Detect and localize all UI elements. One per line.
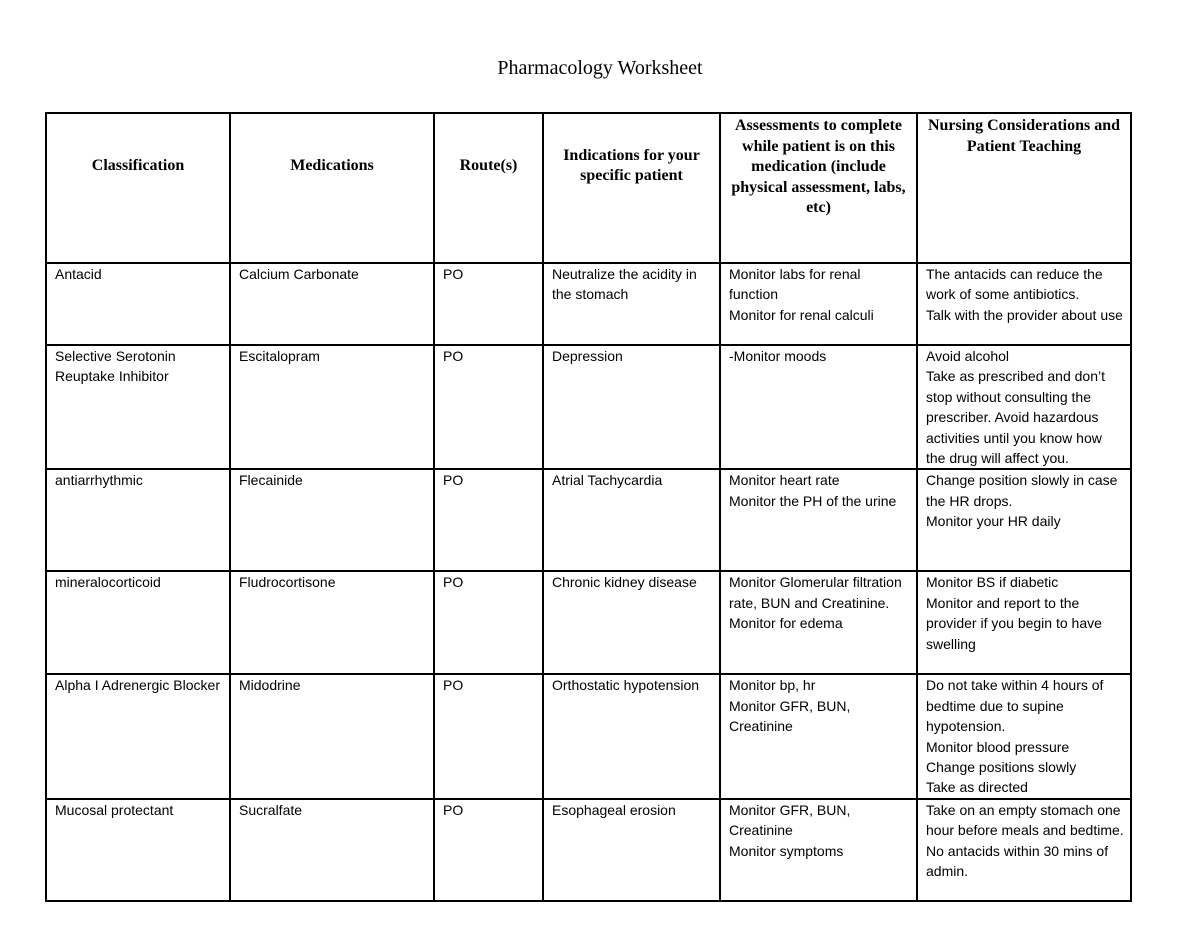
nursing-line: Take as prescribed and don’t stop without consulting the prescriber. Avoid hazardous activities until you know how the drug will affect you.	[926, 368, 1105, 467]
cell-indication: Esophageal erosion	[543, 799, 720, 901]
cell-nursing	[917, 799, 1131, 901]
assessment-line: Monitor GFR, BUN, Creatinine	[729, 697, 851, 735]
cell-route: PO	[434, 571, 543, 674]
header-assessments: Assessments to complete while patient is on this medication (include physical assessment, labs, etc)	[720, 113, 917, 263]
assessment-line: Monitor Glomerular filtration rate, BUN and Creatinine. Monitor for edema	[729, 574, 902, 632]
assessment-line: Monitor the PH of the urine	[729, 492, 897, 509]
cell-route: PO	[434, 674, 543, 798]
cell-route: PO	[434, 263, 543, 345]
nursing-line: No antacids within 30 mins of admin.	[926, 842, 1109, 880]
nursing-line: Avoid alcohol	[926, 348, 1010, 364]
cell-medication: Calcium Carbonate	[230, 263, 434, 345]
cell-route: PO	[434, 469, 543, 571]
cell-classification: Alpha I Adrenergic Blocker	[46, 674, 230, 798]
cell-assessments	[720, 799, 917, 901]
cell-indication: Orthostatic hypotension	[543, 674, 720, 798]
nursing-line: Take as directed	[926, 779, 1028, 796]
cell-medication: Escitalopram	[230, 345, 434, 469]
cell-classification: Antacid	[46, 263, 230, 345]
table-row	[46, 345, 1131, 469]
assessment-line: Monitor heart rate	[729, 472, 840, 489]
cell-assessments	[720, 469, 917, 571]
header-indications: Indications for your specific patient	[543, 113, 720, 263]
cell-medication: Fludrocortisone	[230, 571, 434, 674]
nursing-line: Take on an empty stomach one hour before meals and bedtime.	[926, 801, 1124, 839]
cell-classification: Selective Serotonin Reuptake Inhibitor	[46, 345, 230, 469]
header-medications: Medications	[230, 113, 434, 263]
cell-classification: mineralocorticoid	[46, 571, 230, 674]
nursing-line: Monitor your HR daily	[926, 513, 1061, 530]
pharmacology-table	[45, 112, 1132, 902]
cell-nursing	[917, 263, 1131, 345]
assessment-line: -Monitor moods	[729, 348, 827, 364]
nursing-line: Monitor and report to the provider if you begin to have swelling	[926, 594, 1102, 652]
nursing-line: Monitor BS if diabetic	[926, 574, 1059, 591]
cell-route: PO	[434, 345, 543, 469]
table-row	[46, 263, 1131, 345]
page-title: Pharmacology Worksheet	[497, 57, 703, 79]
cell-classification: antiarrhythmic	[46, 469, 230, 571]
table-row	[46, 469, 1131, 571]
header-classification: Classification	[46, 113, 230, 263]
cell-indication: Neutralize the acidity in the stomach	[543, 263, 720, 345]
assessment-line: Monitor bp, hr	[729, 677, 816, 694]
header-routes: Route(s)	[434, 113, 543, 263]
cell-nursing	[917, 674, 1131, 798]
cell-indication: Depression	[543, 345, 720, 469]
cell-route: PO	[434, 799, 543, 901]
cell-indication: Chronic kidney disease	[543, 571, 720, 674]
assessment-line: Monitor for renal calculi	[729, 306, 874, 323]
cell-nursing	[917, 571, 1131, 674]
cell-nursing	[917, 469, 1131, 571]
cell-assessments	[720, 674, 917, 798]
cell-medication: Midodrine	[230, 674, 434, 798]
assessment-line: Monitor symptoms	[729, 842, 844, 859]
assessment-line: Monitor labs for renal function	[729, 266, 861, 303]
cell-assessments	[720, 345, 917, 469]
cell-classification: Mucosal protectant	[46, 799, 230, 901]
assessment-line: Monitor GFR, BUN, Creatinine	[729, 801, 851, 839]
nursing-line: Monitor blood pressure	[926, 738, 1070, 755]
table-row	[46, 674, 1131, 798]
cell-nursing	[917, 345, 1131, 469]
table-row	[46, 799, 1131, 901]
cell-medication: Sucralfate	[230, 799, 434, 901]
cell-indication: Atrial Tachycardia	[543, 469, 720, 571]
nursing-line: The antacids can reduce the work of some antibiotics.	[926, 266, 1103, 303]
cell-assessments	[720, 571, 917, 674]
nursing-line: Talk with the provider about use	[926, 306, 1123, 323]
cell-assessments	[720, 263, 917, 345]
header-nursing-considerations: Nursing Considerations and Patient Teaching	[917, 113, 1131, 263]
nursing-line: Change position slowly in case the HR drops.	[926, 472, 1118, 509]
nursing-line: Do not take within 4 hours of bedtime due to supine hypotension.	[926, 677, 1104, 735]
cell-medication: Flecainide	[230, 469, 434, 571]
table-row	[46, 571, 1131, 674]
table-header-row	[46, 113, 1131, 263]
nursing-line: Change positions slowly	[926, 759, 1077, 776]
